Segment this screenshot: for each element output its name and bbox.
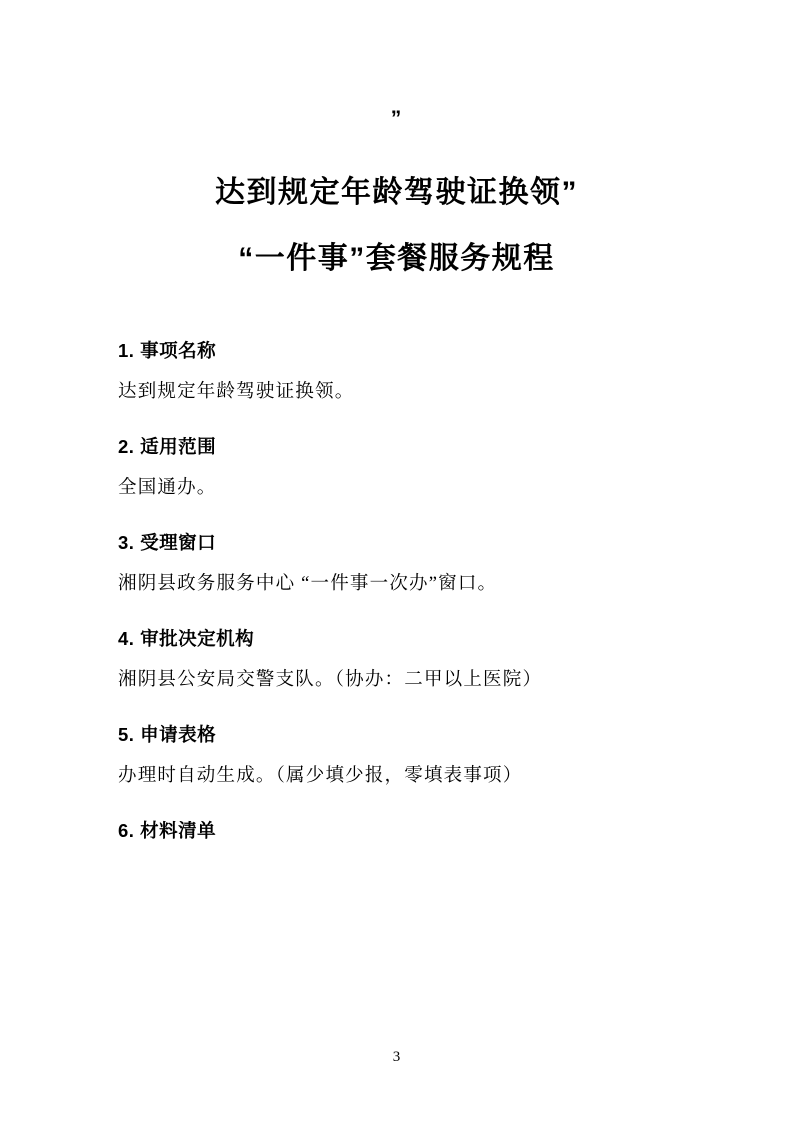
section-heading-4: 4. 审批决定机构 [118, 628, 255, 649]
section-item-1 [118, 337, 675, 403]
page-title-line-2: “一件事”套餐服务规程 [238, 242, 555, 275]
page-title-line-1: 达到规定年龄驾驶证换领” [215, 176, 578, 209]
section-heading-2: 2. 适用范围 [118, 436, 217, 457]
section-heading-1: 1. 事项名称 [118, 340, 217, 361]
section-body-4: 湘阴县公安局交警支队。（协办：二甲以上医院） [118, 670, 543, 690]
section-item-2 [118, 433, 675, 499]
page-number: 3 [392, 1049, 401, 1065]
section-item-6 [118, 817, 675, 843]
section-item-5 [118, 721, 675, 787]
section-item-4 [118, 625, 675, 691]
section-heading-3: 3. 受理窗口 [118, 532, 217, 553]
section-heading-6: 6. 材料清单 [118, 820, 217, 841]
section-body-1: 达到规定年龄驾驶证换领。 [118, 382, 355, 402]
section-body-2: 全国通办。 [118, 478, 217, 498]
section-heading-5: 5. 申请表格 [118, 724, 217, 745]
section-body-5: 办理时自动生成。（属少填少报，零填表事项） [118, 766, 523, 786]
section-body-3: 湘阴县政务服务中心 “一件事一次办”窗口。 [118, 574, 498, 594]
section-item-3 [118, 529, 675, 595]
leading-quote-mark: ” [390, 107, 403, 130]
